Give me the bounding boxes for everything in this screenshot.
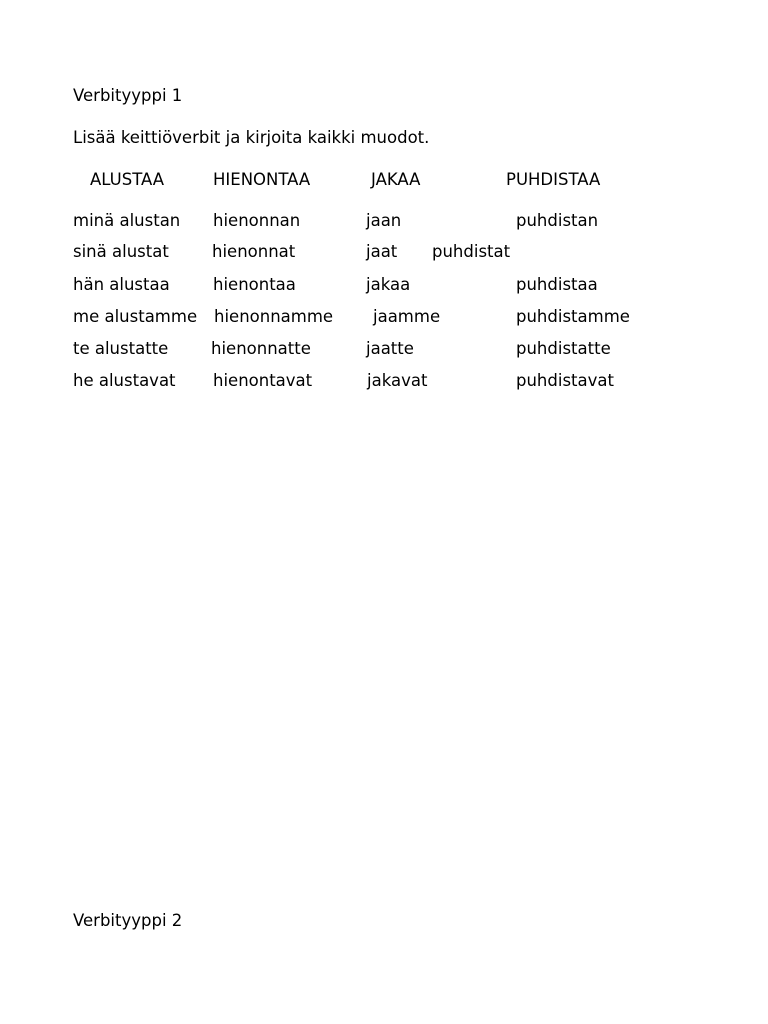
table-cell: me alustamme [73,307,198,326]
table-cell: hienonnatte [211,339,311,358]
table-cell: puhdistavat [516,371,614,390]
table-cell: hän alustaa [73,275,170,294]
table-cell: jaat [366,242,398,261]
column-header: ALUSTAA [90,170,165,189]
table-cell: minä alustan [73,211,181,230]
table-cell: puhdistan [516,211,599,230]
table-cell: hienontaa [213,275,296,294]
table-cell: puhdistaa [516,275,598,294]
table-cell: jaatte [366,339,414,358]
table-cell: jakavat [367,371,428,390]
column-header: JAKAA [371,170,421,189]
section-heading-verbityyppi-1: Verbityyppi 1 [73,86,183,105]
table-cell: sinä alustat [73,242,169,261]
table-cell: he alustavat [73,371,176,390]
table-cell: hienonnamme [214,307,334,326]
instruction-text: Lisää keittiöverbit ja kirjoita kaikki muodot. [73,128,430,147]
column-header: PUHDISTAA [506,170,601,189]
table-cell: puhdistamme [516,307,630,326]
table-cell: puhdistat [432,242,511,261]
table-cell: puhdistatte [516,339,611,358]
section-heading-verbityyppi-2: Verbityyppi 2 [73,911,183,930]
table-cell: te alustatte [73,339,169,358]
column-header: HIENONTAA [213,170,311,189]
table-cell: hienontavat [213,371,313,390]
table-cell: hienonnan [213,211,301,230]
table-cell: jaan [366,211,402,230]
table-cell: jakaa [366,275,411,294]
table-cell: jaamme [373,307,441,326]
table-cell: hienonnat [212,242,296,261]
